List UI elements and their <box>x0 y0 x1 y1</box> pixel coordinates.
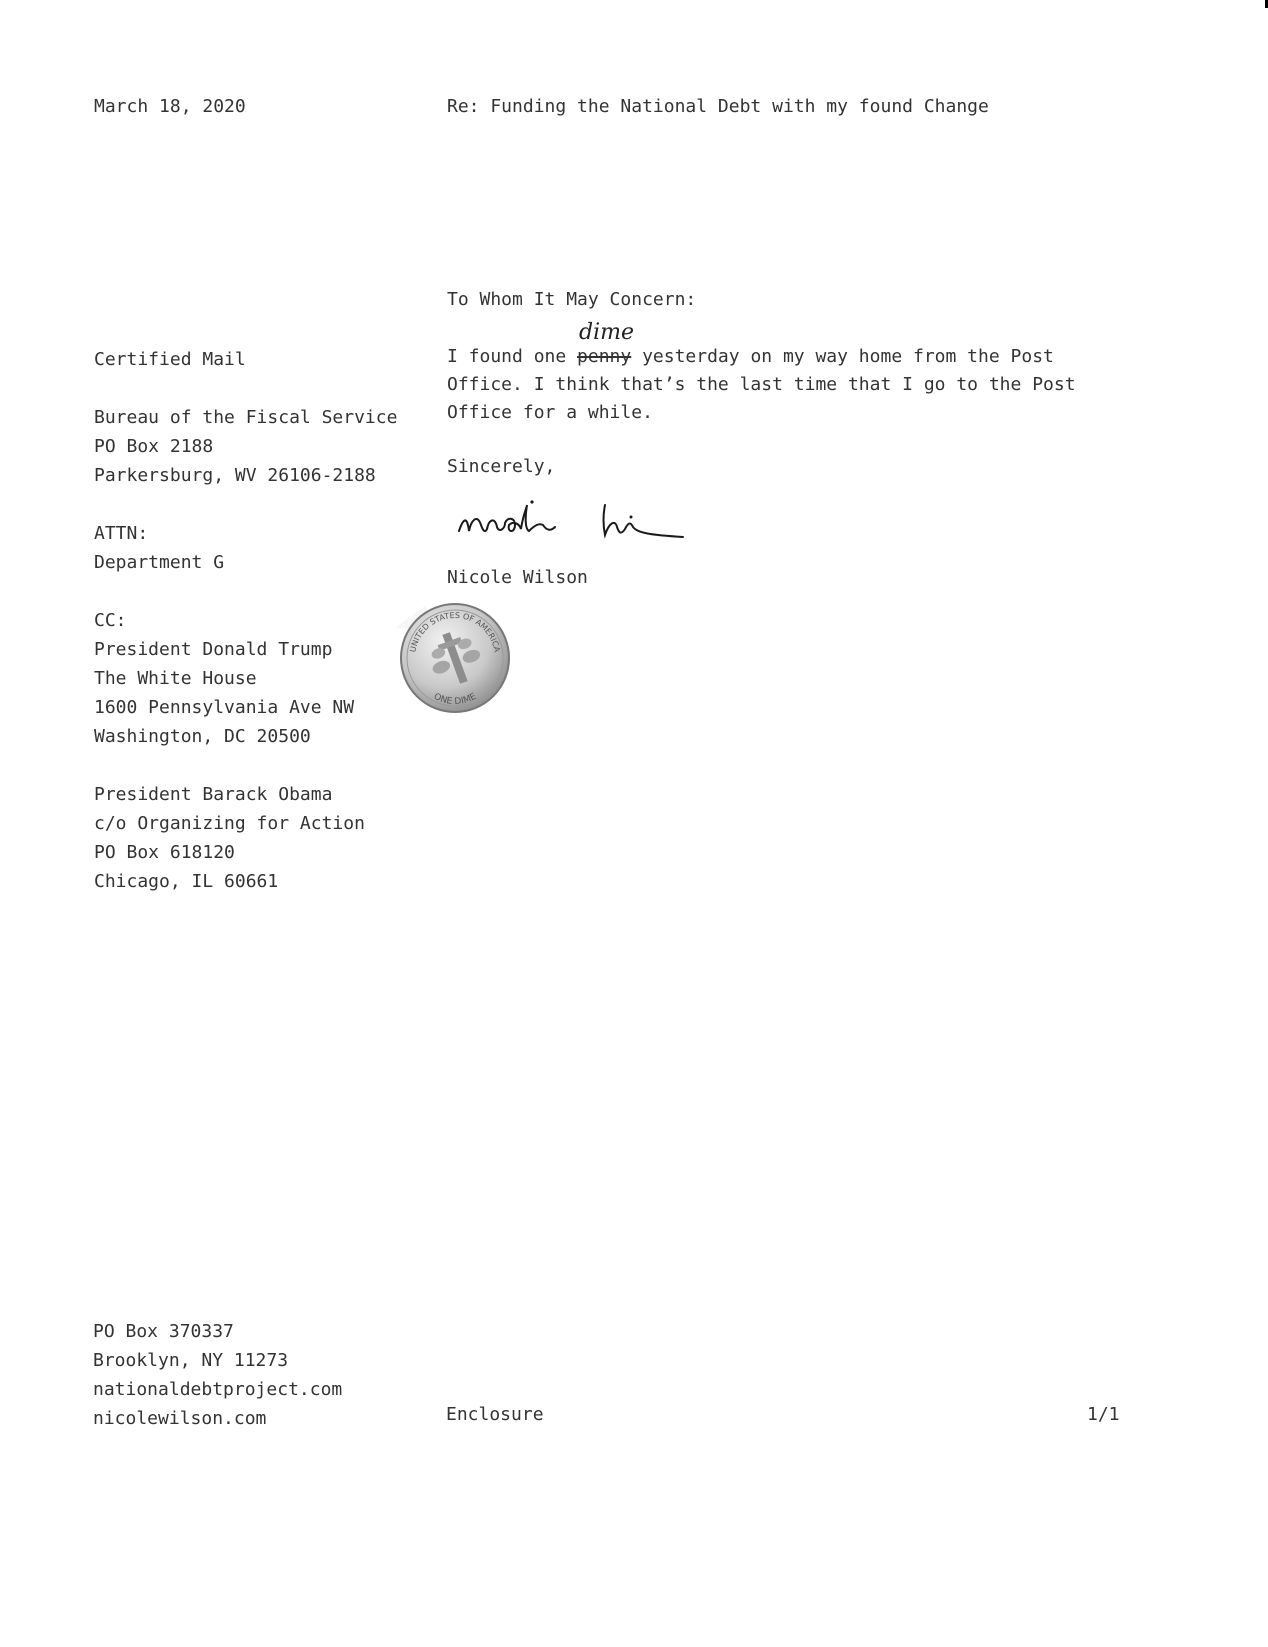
coin-inscription-bottom: ONE DIME <box>431 691 479 708</box>
cc2-line1: c/o Organizing for Action <box>94 813 365 834</box>
cc2-line3: Chicago, IL 60661 <box>94 871 279 892</box>
cc1-line2: 1600 Pennsylvania Ave NW <box>94 697 355 718</box>
footer-address-line1: PO Box 370337 <box>93 1321 234 1342</box>
mail-type: Certified Mail <box>94 349 246 370</box>
coin-inscription-top: UNITED STATES OF AMERICA <box>408 610 502 653</box>
dime-coin <box>385 588 525 728</box>
dime-coin-image <box>385 588 525 728</box>
footer-website-2: nicolewilson.com <box>93 1408 267 1429</box>
body-text-before: I found one <box>447 346 578 367</box>
recipient-name: Bureau of the Fiscal Service <box>94 407 398 428</box>
letter-body <box>447 320 1127 427</box>
handwritten-insert: dime <box>579 320 635 345</box>
cc2-line2: PO Box 618120 <box>94 842 235 863</box>
page-number: 1/1 <box>1087 1404 1120 1425</box>
salutation: To Whom It May Concern: <box>447 289 697 310</box>
cc1-line3: Washington, DC 20500 <box>94 726 311 747</box>
signer-name: Nicole Wilson <box>447 567 588 588</box>
attn-value: Department G <box>94 552 225 573</box>
footer-address <box>93 1317 342 1433</box>
cc1-line1: The White House <box>94 668 257 689</box>
recipient-address-line2: Parkersburg, WV 26106-2188 <box>94 465 376 486</box>
letter-date: March 18, 2020 <box>94 96 246 117</box>
cc2-name: President Barack Obama <box>94 784 333 805</box>
enclosure-label: Enclosure <box>446 1404 544 1425</box>
signature-scrawl <box>455 495 695 553</box>
cc-label: CC: <box>94 610 127 631</box>
recipient-address-line1: PO Box 2188 <box>94 436 214 457</box>
letter-subject: Re: Funding the National Debt with my found Change <box>447 96 989 117</box>
closing: Sincerely, <box>447 456 556 477</box>
body-text-after: yesterday on my way home from the Post Office. I think that’s the last time that I go to the Post Office for a while. <box>447 346 1076 423</box>
struck-word: penny <box>577 346 632 367</box>
attn-label: ATTN: <box>94 523 149 544</box>
footer-website-1: nationaldebtproject.com <box>93 1379 343 1400</box>
correction <box>577 320 635 371</box>
footer-address-line2: Brooklyn, NY 11273 <box>93 1350 289 1371</box>
signature <box>455 495 695 553</box>
address-block <box>94 345 397 896</box>
cc1-name: President Donald Trump <box>94 639 333 660</box>
